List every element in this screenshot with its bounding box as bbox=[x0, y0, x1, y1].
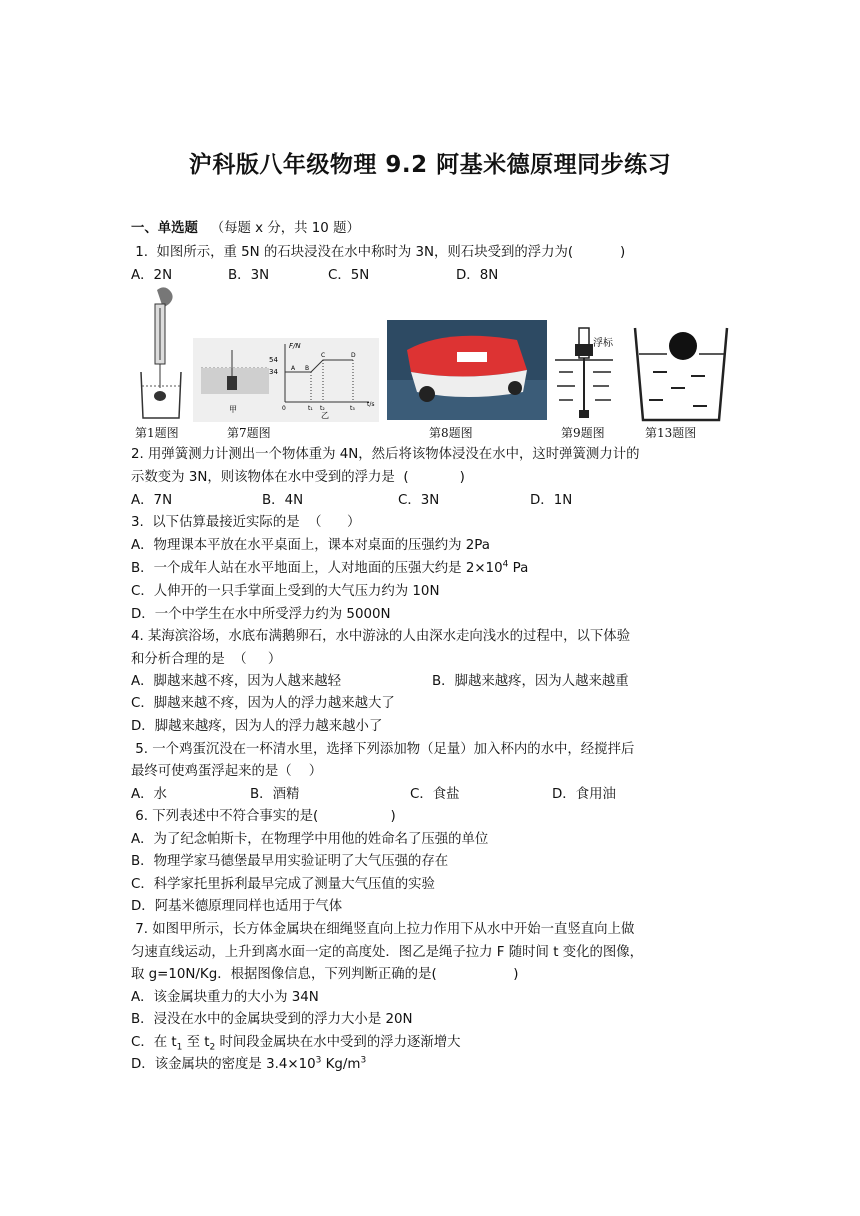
q2-option-c: C．3N bbox=[398, 493, 440, 508]
q4-option-d: D．脚越来越疼，因为人的浮力越来越小了 bbox=[131, 719, 383, 734]
figures-row bbox=[131, 312, 731, 442]
q7-option-c-sub-2: 2 bbox=[209, 1042, 216, 1053]
q4-line-2: 和分析合理的是 （ ） bbox=[131, 652, 282, 667]
q4-option-c: C．脚越来越不疼，因为人的浮力越来越大了 bbox=[131, 696, 395, 711]
q4-option-b: B．脚越来越疼，因为人越来越重 bbox=[432, 674, 629, 689]
q3-option-a: A．物理课本平放在水平桌面上，课本对桌面的压强约为 2Pa bbox=[131, 538, 490, 553]
q2-line-2: 示数变为 3N，则该物体在水中受到的浮力是 ( ) bbox=[131, 470, 465, 485]
figure-7-caption: 第7题图 bbox=[227, 426, 271, 440]
q7-option-c bbox=[131, 1034, 461, 1052]
q7-option-a: A．该金属块重力的大小为 34N bbox=[131, 990, 319, 1005]
q7-option-d-exponent: 3 bbox=[315, 1055, 322, 1066]
q3-option-b-exponent: 4 bbox=[502, 559, 509, 570]
q6-option-a: A．为了纪念帕斯卡，在物理学中用他的姓命名了压强的单位 bbox=[131, 832, 489, 847]
q7-option-c-text-2: 至 t bbox=[182, 1035, 210, 1050]
q3-option-b bbox=[131, 560, 528, 578]
q5-option-c: C．食盐 bbox=[410, 787, 460, 802]
q2-option-d: D．1N bbox=[530, 493, 573, 508]
q3-option-c: C．人伸开的一只手掌面上受到的大气压力约为 10N bbox=[131, 584, 440, 599]
q3-option-d: D．一个中学生在水中所受浮力约为 5000N bbox=[131, 607, 391, 622]
q2-option-a: A．7N bbox=[131, 493, 173, 508]
figure-7-point-a: A bbox=[291, 365, 296, 372]
q7-line-2: 匀速直线运动，上升到离水面一定的高度处．图乙是绳子拉力 F 随时间 t 变化的图像， bbox=[131, 945, 644, 960]
figure-7-point-d: D bbox=[351, 352, 356, 359]
q7-option-d-unit: Kg/m bbox=[321, 1057, 361, 1072]
q5-line-1: 5. 一个鸡蛋沉没在一杯清水里，选择下列添加物（足量）加入杯内的水中，经搅拌后 bbox=[131, 742, 635, 757]
q6-option-d: D．阿基米德原理同样也适用于气体 bbox=[131, 899, 343, 914]
q3-option-b-text: B．一个成年人站在水平地面上，人对地面的压强大约是 2×10 bbox=[131, 561, 503, 576]
q1-stem: 1. 如图所示，重 5N 的石块浸没在水中称时为 3N，则石块受到的浮力为( ) bbox=[131, 245, 626, 260]
figure-7-sub-left: 甲 bbox=[229, 405, 237, 414]
section-header bbox=[131, 220, 360, 238]
figure-9-float bbox=[553, 324, 615, 424]
q3-stem: 3. 以下估算最接近实际的是 （ ） bbox=[131, 515, 361, 530]
figure-7-x-tick-0: 0 bbox=[282, 405, 286, 412]
q7-option-d-unit-exponent: 3 bbox=[360, 1055, 367, 1066]
q3-option-b-unit: Pa bbox=[508, 561, 529, 576]
figure-13-caption: 第13题图 bbox=[645, 426, 697, 440]
figure-7-sub-right: 乙 bbox=[321, 411, 329, 420]
section-heading: 一、单选题 bbox=[131, 221, 198, 236]
q2-line-1: 2. 用弹簧测力计测出一个物体重为 4N，然后将该物体浸没在水中，这时弹簧测力计的 bbox=[131, 447, 640, 462]
figure-7-point-c: C bbox=[321, 352, 326, 359]
figure-9-caption: 第9题图 bbox=[561, 426, 605, 440]
q7-option-b: B．浸没在水中的金属块受到的浮力大小是 20N bbox=[131, 1012, 413, 1027]
figure-7-y-label: F/N bbox=[289, 342, 301, 350]
q7-option-c-text-3: 时间段金属块在水中受到的浮力逐渐增大 bbox=[215, 1035, 461, 1050]
q7-line-3: 取 g=10N/Kg．根据图像信息，下列判断正确的是( ) bbox=[131, 967, 519, 982]
q1-option-d: D．8N bbox=[456, 268, 499, 283]
q6-stem: 6. 下列表述中不符合事实的是( ) bbox=[131, 809, 396, 824]
figure-7-y-tick-54: 54 bbox=[269, 356, 278, 364]
q7-option-d-text: D．该金属块的密度是 3.4×10 bbox=[131, 1057, 316, 1072]
q7-option-c-sub-1: 1 bbox=[176, 1042, 183, 1053]
q5-option-d: D．食用油 bbox=[552, 787, 616, 802]
q5-option-a: A．水 bbox=[131, 787, 167, 802]
q7-line-1: 7. 如图甲所示，长方体金属块在细绳竖直向上拉力作用下从水中开始一直竖直向上做 bbox=[131, 922, 635, 937]
figure-13-beaker bbox=[631, 326, 731, 422]
figure-1-spring-scale bbox=[131, 284, 191, 424]
q4-option-a: A．脚越来越不疼，因为人越来越轻 bbox=[131, 674, 342, 689]
figure-7-point-b: B bbox=[305, 365, 310, 372]
figure-8-caption: 第8题图 bbox=[429, 426, 473, 440]
figure-8-submersible bbox=[387, 320, 547, 420]
section-note: （每题 x 分，共 10 题） bbox=[210, 221, 360, 236]
q1-option-b: B．3N bbox=[228, 268, 270, 283]
figure-1-caption: 第1题图 bbox=[135, 426, 179, 440]
q4-line-1: 4. 某海滨浴场，水底布满鹅卵石，水中游泳的人由深水走向浅水的过程中，以下体验 bbox=[131, 629, 631, 644]
figure-7-x-tick-t2: t₂ bbox=[320, 405, 325, 412]
q6-option-b: B．物理学家马德堡最早用实验证明了大气压强的存在 bbox=[131, 854, 449, 869]
q7-option-c-text-1: C．在 t bbox=[131, 1035, 177, 1050]
page-title: 沪科版八年级物理 9.2 阿基米德原理同步练习 bbox=[188, 152, 672, 178]
q2-option-b: B．4N bbox=[262, 493, 304, 508]
q1-option-a: A．2N bbox=[131, 268, 173, 283]
figure-7-graph bbox=[193, 338, 379, 422]
q1-option-c: C．5N bbox=[328, 268, 370, 283]
figure-7-x-label: t/s bbox=[367, 401, 375, 408]
figure-7-x-tick-t1: t₁ bbox=[308, 405, 313, 412]
figure-9-label: 浮标 bbox=[593, 338, 613, 349]
figure-7-y-tick-34: 34 bbox=[269, 368, 278, 376]
q7-option-d bbox=[131, 1056, 366, 1074]
q5-line-2: 最终可使鸡蛋浮起来的是（ ） bbox=[131, 764, 323, 779]
q5-option-b: B．酒精 bbox=[250, 787, 300, 802]
figure-7-x-tick-t3: t₃ bbox=[350, 405, 355, 412]
q6-option-c: C．科学家托里拆利最早完成了测量大气压值的实验 bbox=[131, 877, 435, 892]
